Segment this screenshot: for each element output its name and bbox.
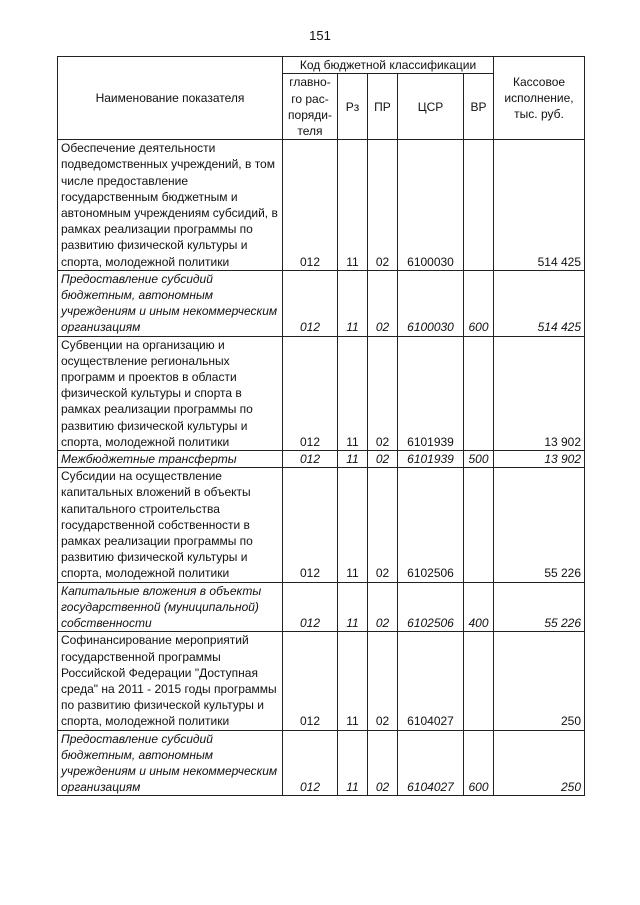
header-csr: ЦСР [398, 74, 464, 140]
row-pr: 02 [368, 270, 398, 336]
row-manager-code: 012 [283, 730, 338, 796]
row-manager-code: 012 [283, 468, 338, 582]
table-row [58, 270, 585, 336]
row-pr: 02 [368, 468, 398, 582]
row-pr: 02 [368, 140, 398, 271]
row-name: Предоставление субсидий бюджетным, автономным учреждениям и иным некоммерческим организациям [58, 270, 283, 336]
table-row [58, 632, 585, 730]
row-manager-code: 012 [283, 140, 338, 271]
row-vr: 400 [464, 582, 494, 632]
row-manager-code: 012 [283, 336, 338, 450]
table-row [58, 468, 585, 582]
header-pr: ПР [368, 74, 398, 140]
row-manager-code: 012 [283, 451, 338, 468]
header-chief-manager: главно-го рас-поряди-теля [283, 74, 338, 140]
row-name: Предоставление субсидий бюджетным, автономным учреждениям и иным некоммерческим организациям [58, 730, 283, 796]
row-amount: 250 [494, 632, 585, 730]
table-row [58, 730, 585, 796]
row-vr: 600 [464, 730, 494, 796]
row-pr: 02 [368, 730, 398, 796]
row-pr: 02 [368, 336, 398, 450]
row-rz: 11 [338, 632, 368, 730]
row-name: Субвенции на организацию и осуществление региональных программ и проектов в области физической культуры и спорта в рамках реализации программы по развитию физической культуры и спорта, молодежной политики [58, 336, 283, 450]
row-rz: 11 [338, 336, 368, 450]
row-csr: 6102506 [398, 582, 464, 632]
row-amount: 13 902 [494, 451, 585, 468]
page-number: 151 [309, 28, 331, 43]
row-name: Обеспечение деятельности подведомственных учреждений, в том числе предоставление государственным бюджетным и автономным учреждениям субсидий, в рамках реализации программы по развитию физической культуры и спорта, молодежной политики [58, 140, 283, 271]
row-pr: 02 [368, 582, 398, 632]
row-amount: 13 902 [494, 336, 585, 450]
row-csr: 6101939 [398, 451, 464, 468]
row-name: Софинансирование мероприятий государственной программы Российской Федерации "Доступная среда" на 2011 - 2015 годы программы по развитию физической культуры и спорта, молодежной политики [58, 632, 283, 730]
row-rz: 11 [338, 468, 368, 582]
row-name: Субсидии на осуществление капитальных вложений в объекты капитального строительства государственной собственности в рамках реализации программы по развитию физической культуры и спорта, молодежной политики [58, 468, 283, 582]
row-manager-code: 012 [283, 632, 338, 730]
row-rz: 11 [338, 270, 368, 336]
table-row [58, 582, 585, 632]
header-indicator-name: Наименование показателя [58, 57, 283, 140]
row-manager-code: 012 [283, 582, 338, 632]
row-vr [464, 632, 494, 730]
row-vr [464, 140, 494, 271]
row-pr: 02 [368, 632, 398, 730]
row-manager-code: 012 [283, 270, 338, 336]
row-rz: 11 [338, 730, 368, 796]
row-rz: 11 [338, 140, 368, 271]
row-vr: 500 [464, 451, 494, 468]
table-row [58, 336, 585, 450]
header-vr: ВР [464, 74, 494, 140]
row-vr [464, 336, 494, 450]
table-row [58, 451, 585, 468]
row-amount: 250 [494, 730, 585, 796]
header-rz: Рз [338, 74, 368, 140]
header-cash-execution: Кассовое исполнение, тыс. руб. [494, 57, 585, 140]
row-csr: 6101939 [398, 336, 464, 450]
row-csr: 6104027 [398, 730, 464, 796]
row-vr [464, 468, 494, 582]
row-amount: 514 425 [494, 140, 585, 271]
row-rz: 11 [338, 451, 368, 468]
row-csr: 6100030 [398, 140, 464, 271]
row-amount: 514 425 [494, 270, 585, 336]
row-name: Межбюджетные трансферты [58, 451, 283, 468]
row-amount: 55 226 [494, 468, 585, 582]
row-csr: 6100030 [398, 270, 464, 336]
row-amount: 55 226 [494, 582, 585, 632]
row-csr: 6104027 [398, 632, 464, 730]
row-name: Капитальные вложения в объекты государственной (муниципальной) собственности [58, 582, 283, 632]
row-pr: 02 [368, 451, 398, 468]
row-vr: 600 [464, 270, 494, 336]
row-csr: 6102506 [398, 468, 464, 582]
header-budget-classification: Код бюджетной классификации [283, 57, 494, 74]
budget-table [57, 56, 585, 796]
table-row [58, 140, 585, 271]
row-rz: 11 [338, 582, 368, 632]
